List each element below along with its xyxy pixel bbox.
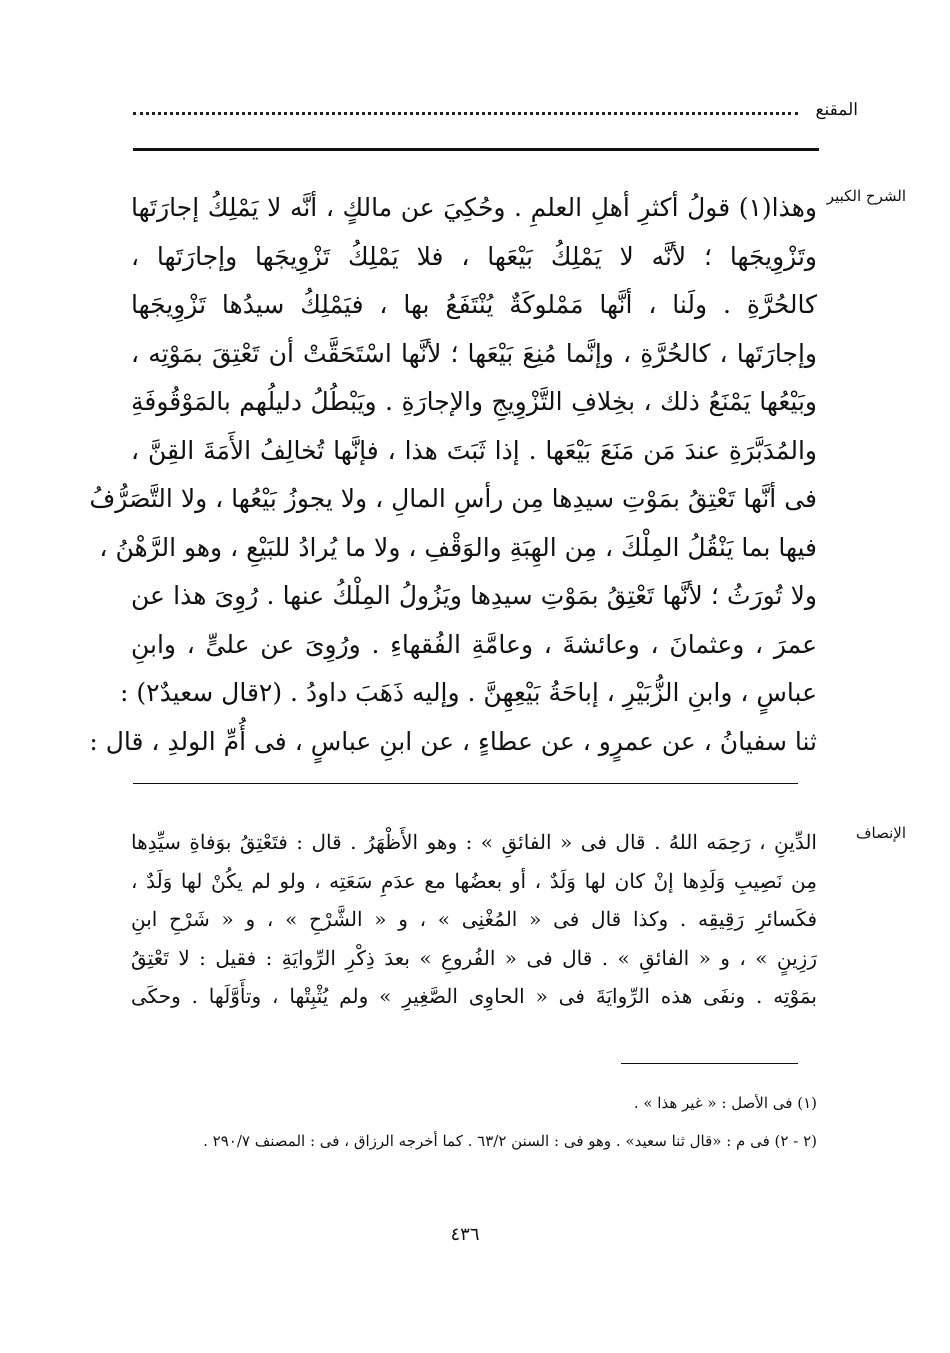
sharh-line: وتَزْوِيجَها ؛ لأنَّه لا يَمْلِكُ بَيْعَها ، فلا يَمْلِكُ تَزْوِيجَها وإجارَتَها ، [131,241,817,271]
sharh-line: عباسٍ ، وابنِ الزُّبَيْرِ ، إباحَةُ بَيْعِهِنَّ . وإليه ذَهَبَ داودُ . (٢قال سعيدٌ٢) : [120,678,817,707]
sharh-text-block [89,184,817,766]
sharh-line: ثنا سفيانُ ، عن عمرٍو ، عن عطاءٍ ، عن ابنِ عباسٍ ، فى أُمِّ الولدِ ، قال : [89,726,817,756]
insaf-line: مِن نَصِيبِ وَلَدِها إنْ كان لها وَلَدٌ ، أو بعضُها مع عدَمِ سَعَتِه ، ولو لم يكُنْ لها وَلَدٌ ، [131,868,817,893]
insaf-line: بمَوْتِه . ونفَى هذه الرِّوايَةَ فى « الحاوِى الصَّغِيرِ » ولم يُثْبِتْها ، وتأَوَّلَها . وحكَى [131,984,817,1009]
footnote: (٢ - ٢) فى م : «قال ثنا سعيد» . وهو فى : السنن ٦٣/٢ . كما أخرجه الرزاق ، فى : المصنف ٢٩٠/٧ . [203,1132,817,1150]
header-rule [133,148,819,151]
sharh-line: كالحُرَّةِ . ولَنا ، أنَّها مَمْلوكَةٌ يُنْتَفَعُ بها ، فيَمْلِكُ سيدُها تَزْوِيجَها [131,290,817,319]
insaf-line: فكَسائرِ رَقِيقِه . وكذا قال فى « المُغْنِى » ، و « الشَّرْحِ » ، و « شَرْحِ ابنِ [131,907,817,932]
insaf-side-label: الإنصاف [855,824,906,842]
sharh-line: وبَيْعُها يَمْنَعُ ذلك ، بخِلافِ التَّزْوِيجِ والإجارَةِ . ويَبْطُلُ دليلُهم بالمَوْقُوفَةِ [131,387,817,416]
sharh-line: وهذا(١) قولُ أكثرِ أهلِ العلمِ . وحُكِيَ عن مالكٍ ، أنَّه لا يَمْلِكُ إجارَتَها [131,193,817,222]
sharh-line: فيها بما يَنْقُلُ المِلْكَ ، مِن الهِبَةِ والوَقْفِ ، ولا ما يُرادُ للبَيْعِ ، وهو الرَّهْنُ ، [99,532,817,562]
insaf-line: الدِّينِ ، رَحِمَه اللهُ . قال فى « الفائقِ » : وهو الأَظْهَرُ . قال : فتَعْتِقُ بوَفاةِ سيِّدِها [131,830,817,854]
running-title: المقنع [815,100,858,120]
dotted-leader [133,112,798,115]
section-divider [133,783,798,784]
insaf-text-block [131,823,817,1016]
footnotes [131,1093,817,1169]
footnote: (١) فى الأصل : « غير هذا » . [633,1094,817,1112]
insaf-line: رَزِينٍ » ، و « الفائقِ » . قال فى « الفُروعِ » بعدَ ذِكْرِ الرِّوايَةِ : فقيل : لا تَعْتِقُ [131,945,817,970]
sharh-line: ولا تُورَثُ ؛ لأنَّها تَعْتِقُ بمَوْتِ سيدِها ويَزُولُ المِلْكُ عنها . رُوِىَ هذا عن [131,581,817,610]
sharh-line: عمرَ ، وعثمانَ ، وعائشةَ ، وعامَّةِ الفُقهاءِ . ورُوِىَ عن علىٍّ ، وابنِ [131,629,817,659]
sharh-line: وإجارَتَها ، كالحُرَّةِ ، وإنَّما مُنِعَ بَيْعَها ؛ لأنَّها اسْتَحَقَّتْ أن تَعْتِقَ بمَوْتِه ، [131,338,817,368]
footnote-rule [621,1063,798,1064]
page-number: ٤٣٦ [450,1224,480,1245]
sharh-side-label: الشرح الكبير [826,187,906,205]
sharh-line: فى أنَّها تَعْتِقُ بمَوْتِ سيدِها مِن رأسِ المالِ ، ولا يجوزُ بَيْعُها ، ولا التَّصَرُّفُ [89,484,817,513]
sharh-line: والمُدَبَّرَةِ عندَ مَن مَنَعَ بَيْعَها . إذا ثَبَتَ هذا ، فإنَّها تُخالِفُ الأَمَةَ القِنَّ ، [131,435,817,465]
